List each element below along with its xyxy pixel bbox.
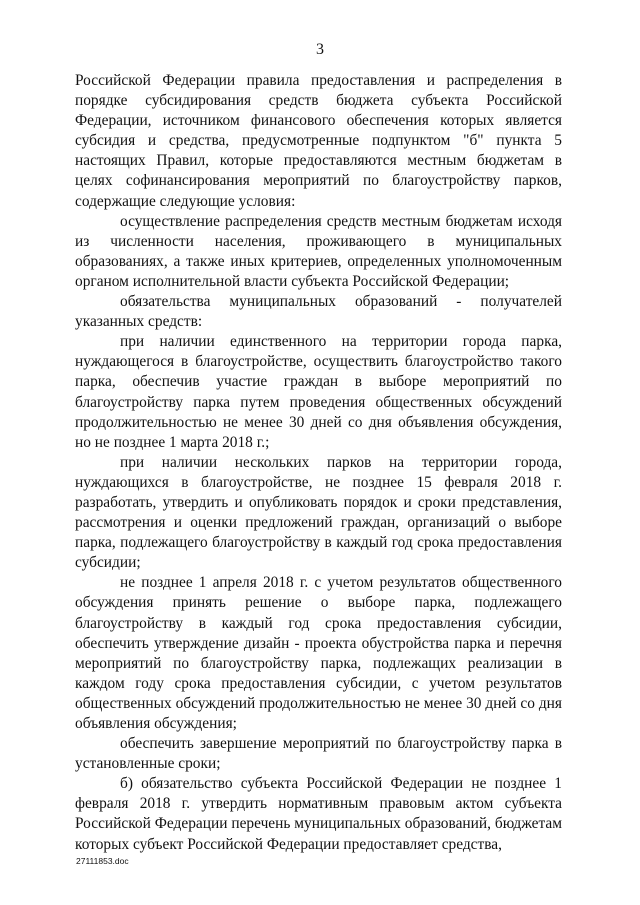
paragraph-completion: обеспечить завершение мероприятий по благоустройству парка в установленные сроки; <box>75 735 562 773</box>
paragraph-distribution-criteria: осуществление распределения средств местным бюджетам исходя из численности населения, проживающего в муниципальных образованиях, а также иных критериев, определенных уполномоченным органом исполнительной власти субъекта Российской Федерации; <box>75 212 562 290</box>
paragraph-several-parks: при наличии нескольких парков на территории города, нуждающихся в благоустройстве, не позднее 15 февраля 2018 г. разработать, утвердить и опубликовать порядок и сроки представления, рассмотрения и оценки предложений граждан, организаций о выборе парка, подлежащего благоустройству в каждый год срока предоставления субсидии; <box>75 453 562 572</box>
document-body <box>75 71 562 855</box>
footer-filename: 27111853.doc <box>76 856 129 866</box>
page-number: 3 <box>316 41 324 58</box>
paragraph-municipal-obligations: обязательства муниципальных образований - получателей указанных средств: <box>75 293 562 331</box>
paragraph-subject-obligation: б) обязательство субъекта Российской Федерации не позднее 1 февраля 2018 г. утвердить нормативным правовым актом субъекта Российской Федерации перечень муниципальных образований, бюджетам которых субъект Российской Федерации предоставляет средства, <box>75 775 562 853</box>
paragraph-single-park: при наличии единственного на территории города парка, нуждающегося в благоустройстве, осуществить благоустройство такого парка, обеспечив участие граждан в выборе мероприятий по благоустройству парка путем проведения общественных обсуждений продолжительностью не менее 30 дней со дня объявления обсуждения, но не позднее 1 марта 2018 г.; <box>75 333 562 451</box>
paragraph-continuation: Российской Федерации правила предоставления и распределения в порядке субсидирования средств бюджета субъекта Российской Федерации, источником финансового обеспечения которых является субсидия и средства, предусмотренные подпунктом "б" пункта 5 настоящих Правил, которые предоставляются местным бюджетам в целях софинансирования мероприятий по благоустройству парков, содержащие следующие условия: <box>75 72 562 210</box>
paragraph-public-discussion: не позднее 1 апреля 2018 г. с учетом результатов общественного обсуждения принять решение о выборе парка, подлежащего благоустройству в каждый год срока предоставления субсидии, обеспечить утверждение дизайн - проекта обустройства парка и перечня мероприятий по благоустройству парка, подлежащих реализации в каждом году срока предоставления субсидии, с учетом результатов общественных обсуждений продолжительностью не менее 30 дней со дня объявления обсуждения; <box>75 574 562 732</box>
